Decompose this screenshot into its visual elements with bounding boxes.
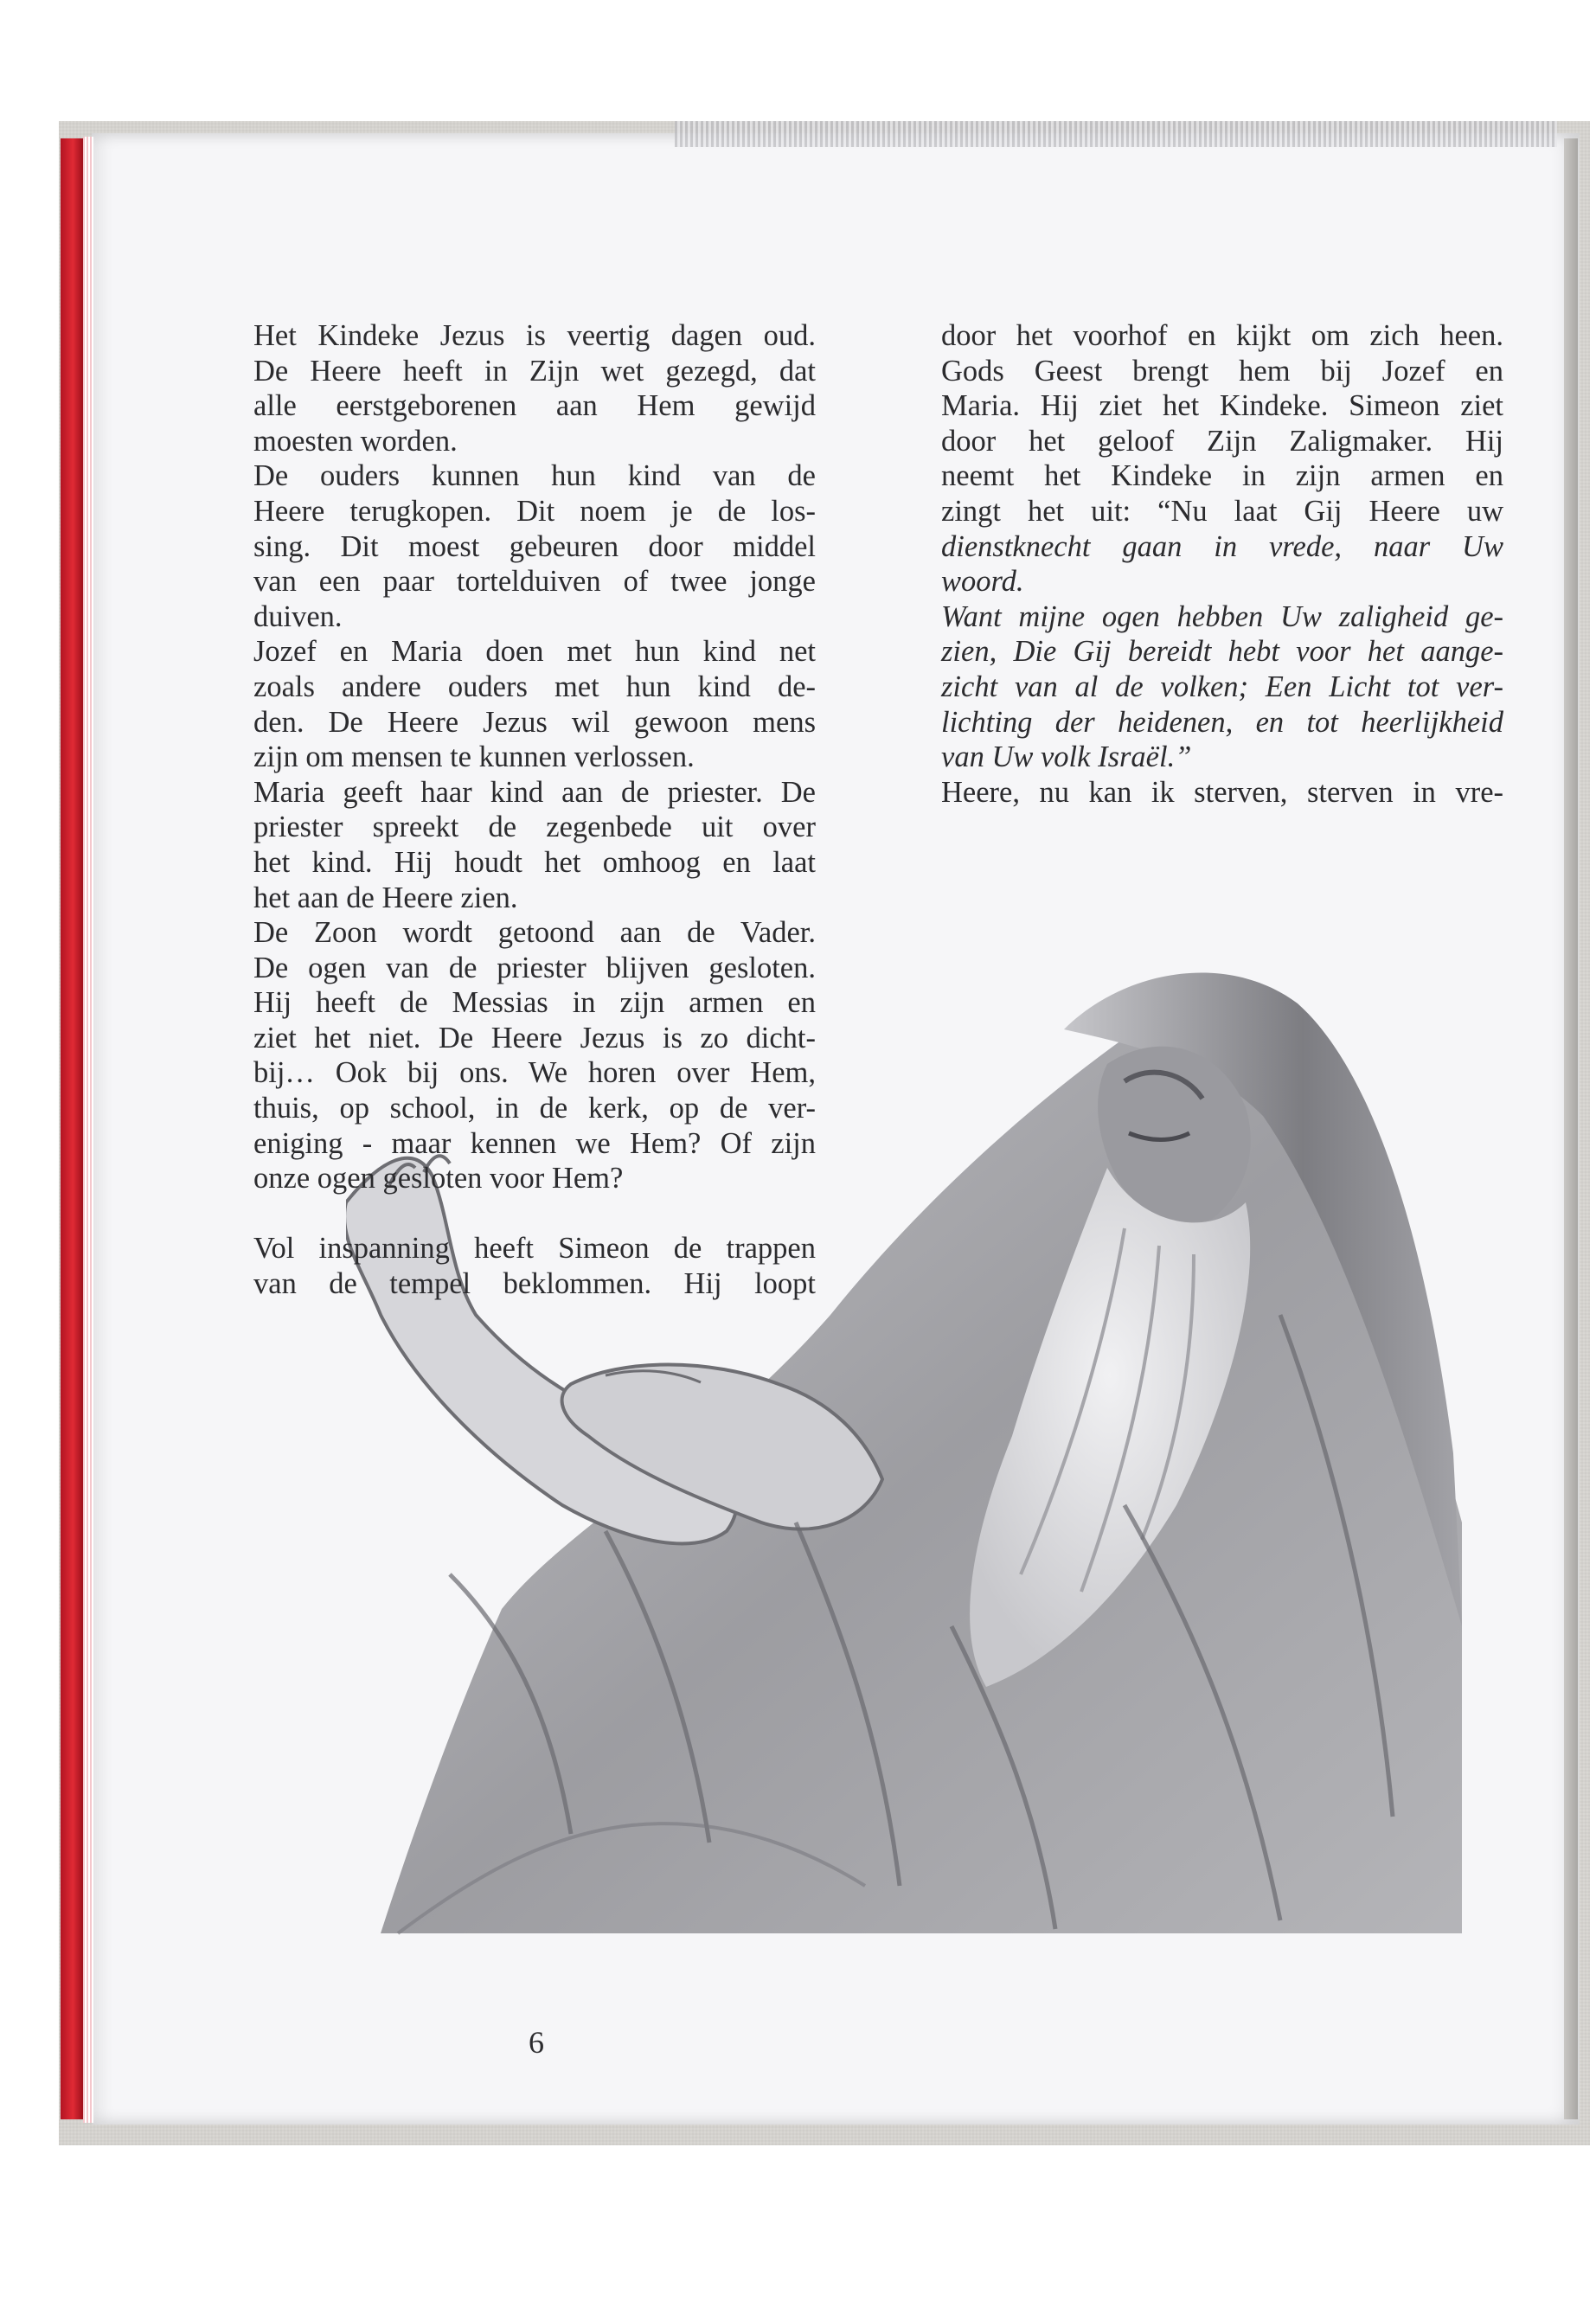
text-line: moesten worden.: [253, 424, 458, 458]
text-line: zingt het uit: “Nu laat Gij Heere uw: [941, 494, 1503, 528]
text-line: sing. Dit moest gebeuren door middel: [253, 529, 816, 563]
text-line: duiven.: [253, 599, 343, 633]
text-line: zijn om mensen te kunnen verlossen.: [253, 740, 695, 774]
text-line: priester spreekt de zegenbede uit over: [253, 811, 816, 844]
text-line: eniging - maar kennen we Hem? Of zijn: [253, 1126, 816, 1160]
text-line: door het voorhof en kijkt om zich heen.: [941, 319, 1503, 352]
text-line: Gods Geest brengt hem bij Jozef en: [941, 354, 1503, 388]
text-line: Maria geeft haar kind aan de priester. De: [253, 775, 816, 809]
text-line: ziet het niet. De Heere Jezus is zo dicht-: [253, 1021, 816, 1054]
text-line: zoals andere ouders met hun kind de-: [253, 670, 816, 703]
right-text-column: [941, 318, 1503, 810]
text-line: door het geloof Zijn Zaligmaker. Hij: [941, 424, 1503, 458]
page-number: 6: [529, 2025, 544, 2060]
text-line: neemt het Kindeke in zijn armen en: [941, 459, 1503, 493]
text-line: bij… Ook bij ons. We horen over Hem,: [253, 1056, 816, 1090]
quote-line: zicht van al de volken; Een Licht tot ver-: [941, 670, 1503, 703]
text-line: den. De Heere Jezus wil gewoon mens: [253, 705, 816, 739]
text-line: De Heere heeft in Zijn wet gezegd, dat: [253, 354, 816, 388]
text-line: Heere terugkopen. Dit noem je de los-: [253, 494, 816, 528]
text-line: onze ogen gesloten voor Hem?: [253, 1162, 624, 1195]
text-line: De ouders kunnen hun kind van de: [253, 459, 816, 493]
text-line: Vol inspanning heeft Simeon de trappen: [253, 1232, 816, 1266]
text-line: het kind. Hij houdt het omhoog en laat: [253, 845, 816, 879]
quote-line: woord.: [941, 565, 1024, 599]
text-line: het aan de Heere zien.: [253, 881, 518, 914]
text-line: Maria. Hij ziet het Kindeke. Simeon ziet: [941, 389, 1503, 423]
board-right-edge: [1564, 138, 1578, 2119]
text-line: Het Kindeke Jezus is veertig dagen oud.: [253, 319, 816, 352]
blank-line: [253, 1196, 816, 1232]
red-spine-edge: [61, 138, 83, 2119]
quote-line: zien, Die Gij bereidt hebt voor het aange-: [941, 635, 1503, 669]
page-top-edge: [675, 121, 1557, 147]
text-line: Heere, nu kan ik sterven, sterven in vre-: [941, 775, 1503, 809]
quote-line: lichting der heidenen, en tot heerlijkheid: [941, 705, 1503, 739]
quote-line: Want mijne ogen hebben Uw zaligheid ge-: [941, 599, 1503, 633]
page-stack-edge: [83, 137, 93, 2123]
text-line: De Zoon wordt getoond aan de Vader.: [253, 916, 816, 950]
text-line: van een paar tortelduiven of twee jonge: [253, 565, 816, 599]
text-line: Hij heeft de Messias in zijn armen en: [253, 986, 816, 1020]
text-line: thuis, op school, in de kerk, op de ver-: [253, 1092, 816, 1125]
left-text-column: [253, 318, 816, 1302]
quote-line: van Uw volk Israël.”: [941, 740, 1192, 774]
quote-line: dienstknecht gaan in vrede, naar Uw: [941, 529, 1503, 563]
text-line: Jozef en Maria doen met hun kind net: [253, 635, 816, 669]
text-line: De ogen van de priester blijven gesloten.: [253, 951, 816, 984]
text-line: alle eerstgeborenen aan Hem gewijd: [253, 389, 816, 423]
text-line: van de tempel beklommen. Hij loopt: [253, 1267, 816, 1301]
